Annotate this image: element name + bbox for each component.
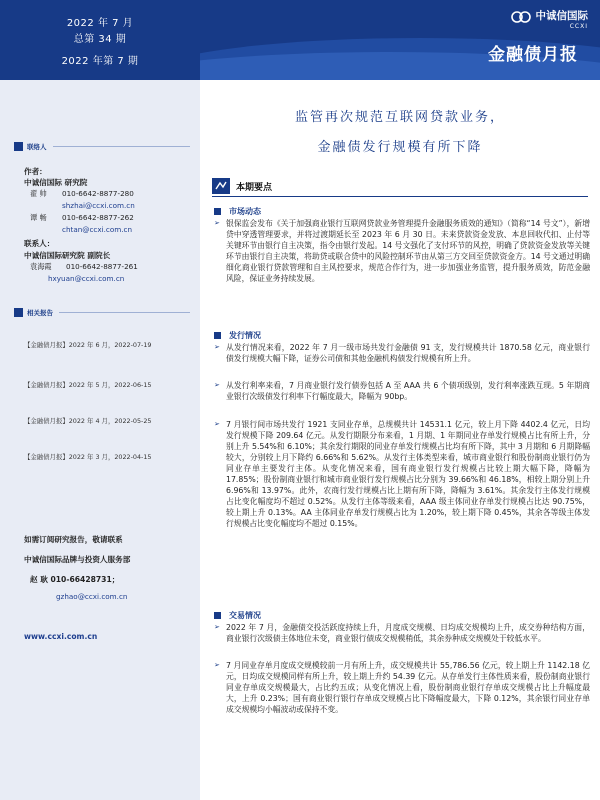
logo-name: 中诚信国际 bbox=[535, 10, 588, 22]
issue-month: 2022 年 7 月 bbox=[66, 18, 134, 29]
author-label: 作者： bbox=[24, 167, 47, 176]
trading-paragraph: ➢ 2022 年 7 月，金融债交投活跃度持续上升，月度成交规模、日均成交规模均上升，成交券种结构方面，商业银行次级债主体地位未变，商业银行债成交规模稍低，其余券种成交规模处于较低水平。 bbox=[214, 623, 590, 643]
author1-name: 翟 帅 bbox=[30, 189, 47, 198]
arrow-bullet-icon: ➢ bbox=[214, 381, 220, 389]
subscribe-line1: 如需订阅研究报告，敬请联系 bbox=[24, 535, 123, 544]
contacts-icon bbox=[14, 142, 23, 151]
market-dynamics-paragraph: ➢ 银保监会发布《关于加强商业银行互联网贷款业务管理提升金融服务质效的通知》（简称“14 号文”），新增贷中穿透管理要求，并将过渡期延长至 2023 年 6 月 30 日。未来贷款资金发放、本息回收代扣、止付等关键环节由银行自主决策，指令由银行发起。14 号文强化了支付环节的风控，明确了贷款资金发放等关键环节由银行自主决策，将助贷或联合贷中的风险控制环节由从第三方交回至贷款资金方。14 号文通过明确细化商业银行贷款管理和自主风控要求，规范合作行为，进一步加强业务监管，提升服务质效，防范金融风险，保证业务持续发展。 bbox=[214, 219, 590, 283]
section-bullet-icon bbox=[214, 612, 221, 619]
sidebar bbox=[0, 80, 200, 800]
related-report-item[interactable]: 【金融债月报】2022 年 6 月，2022-07-19 bbox=[24, 341, 152, 349]
contact-phone: 010-6642-8877-261 bbox=[66, 262, 138, 271]
headline-line2: 金融债发行规模有所下降 bbox=[317, 140, 483, 155]
author1-email[interactable]: shzhai@ccxi.com.cn bbox=[62, 201, 135, 210]
summary-icon bbox=[212, 178, 230, 194]
author1-phone: 010-6642-8877-280 bbox=[62, 189, 134, 198]
header-banner bbox=[200, 0, 600, 80]
related-report-item[interactable]: 【金融债月报】2022 年 3 月，2022-04-15 bbox=[24, 453, 152, 461]
ccxi-logo bbox=[511, 4, 589, 30]
related-report-item[interactable]: 【金融债月报】2022 年 4 月，2022-05-25 bbox=[24, 417, 152, 425]
contact-name: 袁海霞 bbox=[30, 262, 52, 271]
arrow-bullet-icon: ➢ bbox=[214, 343, 220, 351]
arrow-bullet-icon: ➢ bbox=[214, 420, 220, 428]
issuance-paragraph: ➢ 从发行利率来看，7 月商业银行发行债券包括 A 至 AAA 共 6 个债项级别，发行利率涨跌互现。5 年期商业银行次级债发行利率下行幅度最大，降幅为 90bp。 bbox=[214, 381, 590, 401]
arrow-bullet-icon: ➢ bbox=[214, 219, 220, 227]
author2-email[interactable]: chtan@ccxi.com.cn bbox=[62, 225, 133, 234]
section-trading: 交易情况 bbox=[214, 610, 261, 621]
report-title: 金融债月报 bbox=[488, 45, 578, 65]
issue-info-panel bbox=[0, 0, 200, 80]
related-reports-icon bbox=[14, 308, 23, 317]
author-org: 中诚信国际 研究院 bbox=[24, 178, 88, 187]
related-report-item[interactable]: 【金融债月报】2022 年 5 月，2022-06-15 bbox=[24, 381, 152, 389]
contacts-heading: 联络人 bbox=[14, 138, 190, 154]
issuance-paragraph: ➢ 7 月银行间市场共发行 1921 支同业存单，总规模共计 14531.1 亿元，较上月下降 4402.4 亿元，日均发行规模下降 209.64 亿元。从发行期限分布来看，1 月期、1 年期同业存单发行规模占比有所上升，分别上升 5.54%和 6.10%；其余发行期限的同业存单发行规模占比均有所下降，其中 3 月期和 6 月期降幅较大，分别较上月下降约 6.66%和 5.62%。从发行主体类型来看，城市商业银行和股份制商业银行仍为同业存单主要发行主体。从变化情况来看，国有商业银行发行规模占比较上期大幅下降，降幅为 17.85%；股份制商业银行和城市商业银行发行规模占比分别为 39.66%和 46.18%，相较上期分别上升 6.96%和 13.97%。此外，农商行发行规模占比上期有所下降，降幅为 3.61%。其余发行主体发行规模占比变化幅度均不超过 0.52%。从发行主体等级来看，AAA 级主体同业存单发行规模占比达 90.75%，较上期上升 0.13%。AA 主体同业存单发行规模占比为 1.20%，较上期下降 0.45%，其余各等级主体发行规模占比变化幅度均不超过 0.15%。 bbox=[214, 420, 590, 528]
issue-total: 总第 34 期 bbox=[73, 34, 127, 45]
author2-name: 谭 畅 bbox=[30, 213, 47, 222]
report-header bbox=[0, 0, 600, 80]
section-market-dynamics: 市场动态 bbox=[214, 206, 261, 217]
main-content bbox=[200, 80, 600, 800]
arrow-bullet-icon: ➢ bbox=[214, 661, 220, 669]
contact-email[interactable]: hxyuan@ccxi.com.cn bbox=[48, 274, 125, 283]
section-bullet-icon bbox=[214, 332, 221, 339]
author2-phone: 010-6642-8877-262 bbox=[62, 213, 134, 222]
trading-paragraph: ➢ 7 月同业存单月度成交规模较前一月有所上升，成交规模共计 55,786.56 亿元，较上期上升 1142.18 亿元，日均成交规模同样有所上升，较上期上升约 54.39 亿元。从存单发行主体性质来看，股份制商业银行同业存单成交规模最大，占比约五成；从变化情况上看，股份制商业银行存单成交规模占比上升幅度最大，上升 0.23%；国有商业银行银行存单成交规模占比下降幅度最大，下降 0.12%，其余银行同业存单成交规模均小幅波动或保持不变。 bbox=[214, 661, 590, 714]
website-link[interactable]: www.ccxi.com.cn bbox=[24, 632, 98, 641]
issue-number: 2022 年第 7 期 bbox=[61, 56, 139, 67]
related-reports-heading: 相关报告 bbox=[14, 304, 190, 320]
subscribe-line2: 中诚信国际品牌与投资人服务部 bbox=[24, 555, 131, 564]
arrow-bullet-icon: ➢ bbox=[214, 623, 220, 631]
subscribe-email[interactable]: gzhao@ccxi.com.cn bbox=[56, 592, 128, 601]
section-bullet-icon bbox=[214, 208, 221, 215]
contact-label: 联系人： bbox=[24, 239, 55, 248]
issuance-paragraph: ➢ 从发行情况来看，2022 年 7 月一级市场共发行金融债 91 支，发行规模共计 1870.58 亿元，商业银行债发行规模大幅下降，证券公司债和其他金融机构债发行规模有所上升。 bbox=[214, 343, 590, 363]
headline-line1: 监管再次规范互联网贷款业务， bbox=[294, 110, 505, 125]
logo-sub: CCXI bbox=[569, 23, 588, 30]
contact-org: 中诚信国际研究院 副院长 bbox=[24, 251, 111, 260]
ccxi-logo-icon bbox=[511, 9, 533, 25]
section-issuance: 发行情况 bbox=[214, 330, 261, 341]
subscribe-contact: 赵 耿 010-66428731； bbox=[30, 575, 120, 584]
summary-heading: 本期要点 bbox=[212, 178, 588, 196]
